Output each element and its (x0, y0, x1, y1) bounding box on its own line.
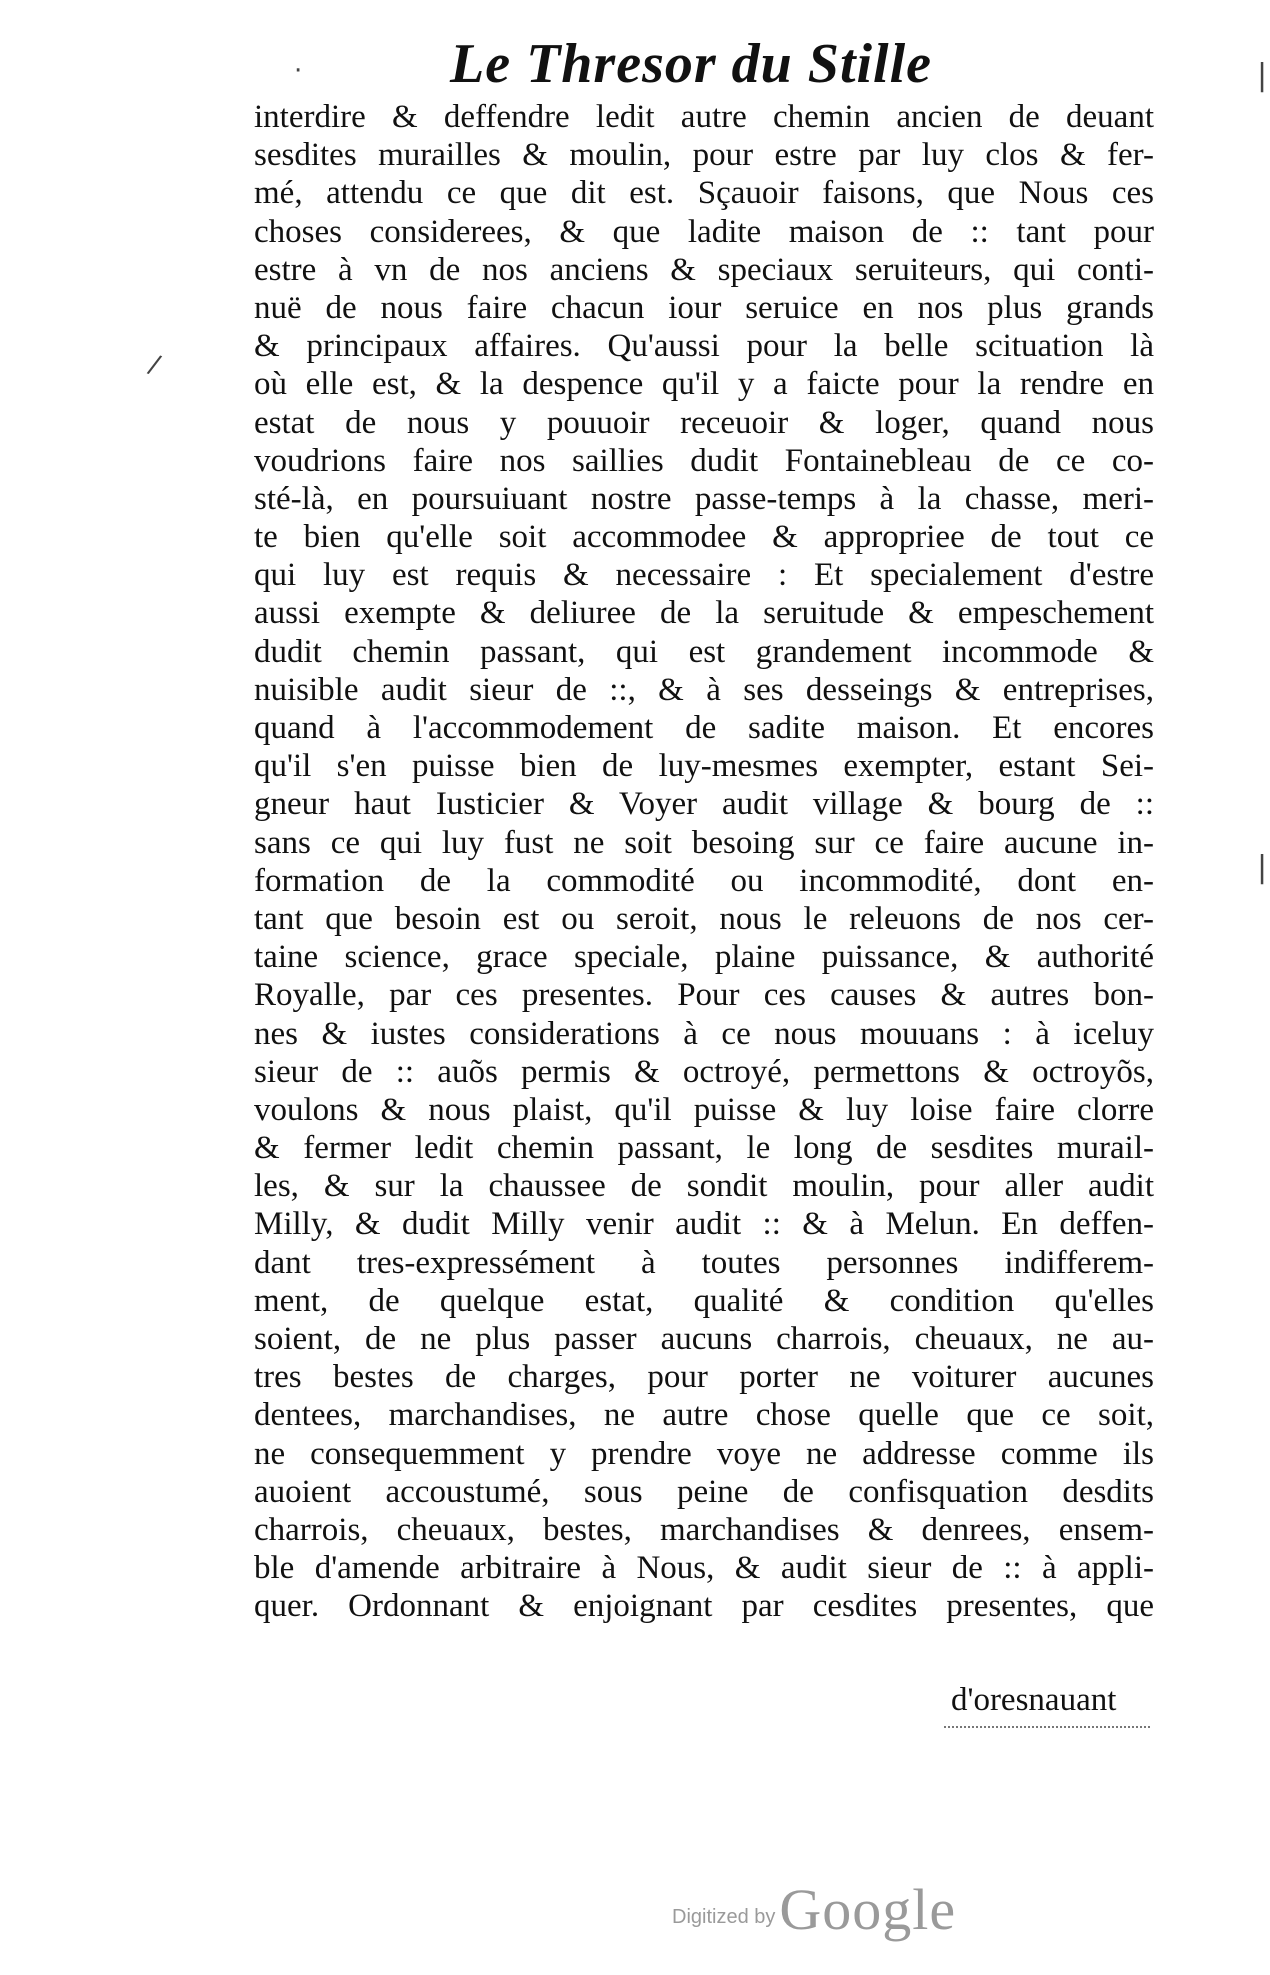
text-line: quer. Ordonnant & enjoignant par cesdites presentes, que (254, 1588, 1154, 1625)
text-line: choses considerees, & que ladite maison de :: tant pour (254, 213, 1154, 250)
text-line: les, & sur la chaussee de sondit moulin, pour aller audit (254, 1168, 1154, 1205)
text-line: dentees, marchandises, ne autre chose quelle que ce soit, (254, 1397, 1154, 1434)
text-line: quand à l'accommodement de sadite maison. Et encores (254, 710, 1154, 746)
catchword: d'oresnauant (951, 1682, 1117, 1718)
text-line: dant tres-expressément à toutes personnes indifferem- (254, 1244, 1154, 1281)
text-line: dudit chemin passant, qui est grandement incommode & (254, 633, 1154, 670)
google-logo-text: Google (779, 1877, 957, 1942)
text-line: soient, de ne plus passer aucuns charrois, cheuaux, ne au- (254, 1321, 1154, 1357)
digitized-by-google-watermark (672, 1876, 956, 1943)
text-line: mé, attendu ce que dit est. Sçauoir faisons, que Nous ces (254, 175, 1154, 212)
text-line: sté-là, en poursuiuant nostre passe-temps à la chasse, meri- (254, 480, 1154, 517)
text-line: interdire & deffendre ledit autre chemin ancien de deuant (254, 99, 1154, 135)
text-line: nuisible audit sieur de ::, & à ses desseings & entreprises, (254, 671, 1154, 708)
digitized-by-label: Digitized by (672, 1906, 776, 1928)
running-title: Le Thresor du Stille (450, 33, 933, 95)
text-line: qu'il s'en puisse bien de luy-mesmes exempter, estant Sei- (254, 748, 1154, 785)
text-line: nuë de nous faire chacun iour seruice en nos plus grands (254, 289, 1154, 326)
text-line: où elle est, & la despence qu'il y a faicte pour la rendre en (254, 366, 1154, 403)
text-line: nes & iustes considerations à ce nous mouuans : à iceluy (254, 1015, 1154, 1052)
margin-stroke-mark: / (145, 349, 164, 381)
text-line: voulons & nous plaist, qu'il puisse & luy loise faire clorre (254, 1091, 1154, 1128)
text-line: ble d'amende arbitraire à Nous, & audit sieur de :: à appli- (254, 1550, 1154, 1587)
text-line: taine science, grace speciale, plaine puissance, & authorité (254, 939, 1154, 976)
text-line: formation de la commodité ou incommodité, dont en- (254, 862, 1154, 899)
text-line: sieur de :: auõs permis & octroyé, permettons & octroyõs, (254, 1053, 1154, 1090)
text-line: sans ce qui luy fust ne soit besoing sur ce faire aucune in- (254, 824, 1154, 861)
text-line: auoient accoustumé, sous peine de confisquation desdits (254, 1473, 1154, 1510)
text-line: charrois, cheuaux, bestes, marchandises & denrees, ensem- (254, 1511, 1154, 1548)
text-line: estat de nous y pouuoir receuoir & loger, quand nous (254, 404, 1154, 441)
text-line: tres bestes de charges, pour porter ne voiturer aucunes (254, 1359, 1154, 1396)
text-line: estre à vn de nos anciens & speciaux seruiteurs, qui conti- (254, 251, 1154, 288)
scan-dot-mark: · (294, 56, 303, 86)
text-line: aussi exempte & deliuree de la seruitude & empeschement (254, 595, 1154, 632)
dotted-rule (944, 1726, 1150, 1728)
text-line: & principaux affaires. Qu'aussi pour la belle scituation là (254, 328, 1154, 365)
text-line: & fermer ledit chemin passant, le long de sesdites murail- (254, 1130, 1154, 1167)
text-line: Milly, & dudit Milly venir audit :: & à Melun. En deffen- (254, 1206, 1154, 1243)
text-line: qui luy est requis & necessaire : Et specialement d'estre (254, 557, 1154, 594)
text-line: gneur haut Iusticier & Voyer audit village & bourg de :: (254, 786, 1154, 823)
page-edge-mark: | (1257, 850, 1268, 885)
text-line: ment, de quelque estat, qualité & condition qu'elles (254, 1282, 1154, 1319)
text-line: voudrions faire nos saillies dudit Fontainebleau de ce co- (254, 442, 1154, 479)
text-line: tant que besoin est ou seroit, nous le releuons de nos cer- (254, 900, 1154, 937)
text-line: te bien qu'elle soit accommodee & appropriee de tout ce (254, 519, 1154, 556)
text-line: Royalle, par ces presentes. Pour ces causes & autres bon- (254, 977, 1154, 1014)
text-line: sesdites murailles & moulin, pour estre par luy clos & fer- (254, 137, 1154, 174)
text-line: ne consequemment y prendre voye ne addresse comme ils (254, 1435, 1154, 1472)
page-edge-mark: | (1257, 58, 1268, 93)
main-text-block (254, 98, 1154, 1626)
